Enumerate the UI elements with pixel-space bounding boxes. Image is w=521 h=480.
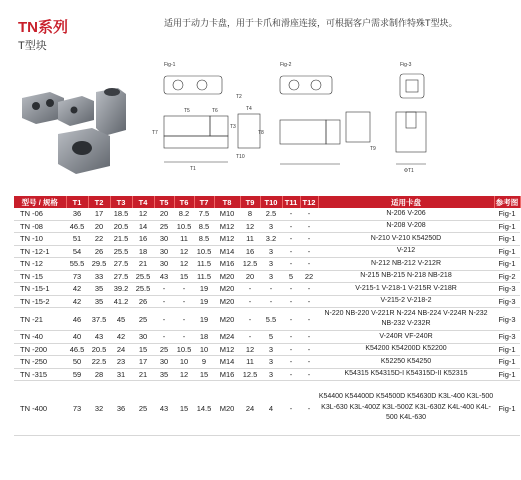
table-cell: - [154,308,174,331]
table-cell: M16 [214,368,240,381]
table-cell: 3 [260,343,282,356]
table-cell: 12.5 [240,258,260,271]
table-cell: - [282,331,300,344]
table-cell: - [240,283,260,296]
table-cell-figure: Fig-1 [494,368,520,381]
table-cell-model: TN -15 [14,270,66,283]
table-cell: 42 [110,331,132,344]
table-cell: 11 [174,233,194,246]
table-cell: 26 [132,295,154,308]
table-cell-model: TN -40 [14,331,66,344]
table-cell: 10 [174,356,194,369]
table-row [14,220,520,233]
table-cell: 22 [300,270,318,283]
table-cell: 17 [88,208,110,220]
table-cell: 10.5 [174,220,194,233]
table-cell: 25 [132,308,154,331]
table-cell: 43 [154,381,174,436]
table-cell-model: TN -400 [14,381,66,436]
table-cell: 21 [132,258,154,271]
table-cell: - [282,356,300,369]
table-cell: 11.5 [194,270,214,283]
table-cell: 35 [88,283,110,296]
table-cell: M16 [214,258,240,271]
table-cell: - [174,331,194,344]
table-cell: 73 [66,381,88,436]
table-cell: - [240,295,260,308]
table-cell: - [240,331,260,344]
table-cell: - [300,343,318,356]
table-cell: 27.5 [110,270,132,283]
table-cell: 22.5 [88,356,110,369]
table-cell: 15 [174,270,194,283]
page-title: TN系列 [18,19,68,36]
table-cell: 27.5 [110,258,132,271]
table-cell: 21.5 [110,233,132,246]
table-cell: 3 [260,356,282,369]
table-cell: 5.5 [260,308,282,331]
dim-label-t10: T10 [236,154,245,160]
table-cell: 10 [194,343,214,356]
table-cell-figure: Fig-3 [494,283,520,296]
table-cell: 3 [260,270,282,283]
table-cell: - [300,381,318,436]
table-cell: M10 [214,208,240,220]
table-cell: 12.5 [240,368,260,381]
table-cell-chuck: V-240R VF-240R [318,331,494,344]
table-row [14,258,520,271]
table-cell: 26 [88,245,110,258]
table-cell: 46.5 [66,220,88,233]
page-subtitle: T型块 [18,40,47,52]
table-cell: 25 [154,220,174,233]
table-cell-model: TN -21 [14,308,66,331]
table-cell: 39.2 [110,283,132,296]
table-cell: - [300,308,318,331]
header-t3: T3 [110,196,132,208]
table-cell-model: TN -200 [14,343,66,356]
table-cell: 51 [66,233,88,246]
table-cell-model: TN -250 [14,356,66,369]
table-cell: M24 [214,331,240,344]
dim-label-t3: T3 [230,124,236,130]
table-cell: - [282,258,300,271]
table-cell: - [154,295,174,308]
table-cell: - [300,368,318,381]
table-cell: 22 [88,233,110,246]
table-cell: 18.5 [110,208,132,220]
dim-label-t5: T5 [184,108,190,114]
table-cell: 46.5 [66,343,88,356]
table-cell: 37.5 [88,308,110,331]
table-cell: 59 [66,368,88,381]
table-cell: M20 [214,295,240,308]
table-cell: 43 [88,331,110,344]
table-cell: 4 [260,381,282,436]
table-cell: 3 [260,220,282,233]
table-row [14,233,520,246]
table-cell: 7.5 [194,208,214,220]
table-cell: 30 [154,258,174,271]
table-cell-model: TN -06 [14,208,66,220]
table-row [14,283,520,296]
table-cell: - [300,208,318,220]
table-cell: 54 [66,245,88,258]
table-cell: 32 [88,381,110,436]
table-cell: 3 [260,258,282,271]
table-cell: 11 [240,233,260,246]
table-cell: 20.5 [110,220,132,233]
table-cell: - [282,368,300,381]
table-cell-chuck: N-220 NB-220 V-221R N-224 NB-224 V-224R N-232 NB-232 V-232R [318,308,494,331]
table-cell-figure: Fig-1 [494,208,520,220]
table-cell: 25.5 [132,283,154,296]
table-cell: 25 [154,343,174,356]
table-cell: 15 [174,381,194,436]
table-cell: 30 [132,331,154,344]
table-cell: - [300,233,318,246]
table-cell: 24 [110,343,132,356]
table-cell: 5 [282,270,300,283]
table-cell: 21 [132,368,154,381]
header-t10: T10 [260,196,282,208]
table-cell: 30 [154,356,174,369]
table-cell: 36 [110,381,132,436]
table-cell-figure: Fig-1 [494,258,520,271]
table-cell-model: TN -15-1 [14,283,66,296]
table-cell: 3 [260,245,282,258]
table-cell: 14.5 [194,381,214,436]
fig-2-label: Fig-2 [280,62,292,68]
table-cell: 17 [132,356,154,369]
table-cell: - [174,295,194,308]
table-cell-chuck: V-215-1 V-218-1 V-215R V-218R [318,283,494,296]
table-cell: - [300,283,318,296]
header-t7: T7 [194,196,214,208]
table-cell: 12 [174,245,194,258]
description: 适用于动力卡盘，用于卡爪和滑座连接，可根据客户需求制作特殊T型块。 [164,18,458,28]
header-figure: 参考图 [495,197,519,207]
table-cell-chuck: V-215-2 V-218-2 [318,295,494,308]
table-cell: 73 [66,270,88,283]
table-cell: 23 [110,356,132,369]
table-cell-figure: Fig-1 [494,381,520,436]
table-cell: 11.5 [194,258,214,271]
table-row [14,343,520,356]
table-cell: M20 [214,308,240,331]
table-cell: - [300,331,318,344]
table-cell: 50 [66,356,88,369]
spec-table [14,196,521,436]
table-cell-chuck: N-208 V-208 [318,220,494,233]
header-t6: T6 [174,196,194,208]
table-cell: 2.5 [260,208,282,220]
table-cell: - [300,220,318,233]
table-cell: 20.5 [88,343,110,356]
header-chuck: 适用卡盘 [318,196,494,208]
table-cell-chuck: N-215 NB-215 N-218 NB-218 [318,270,494,283]
header-t11: T11 [282,196,300,208]
table-cell: 8.2 [174,208,194,220]
table-cell-model: TN -12 [14,258,66,271]
table-cell: - [300,356,318,369]
table-cell-figure: Fig-3 [494,308,520,331]
table-cell: - [282,343,300,356]
dim-label-t1: T1 [190,166,196,172]
table-cell: 10.5 [174,343,194,356]
table-cell: - [282,245,300,258]
table-cell: 9 [194,356,214,369]
table-cell: 42 [66,295,88,308]
header-model: 型号 / 规格 [14,196,66,208]
dim-label-t8: T8 [258,130,264,136]
table-cell: 15 [132,343,154,356]
table-cell: 12 [174,258,194,271]
table-cell: 55.5 [66,258,88,271]
table-cell: M12 [214,220,240,233]
table-cell: 30 [154,233,174,246]
table-cell: 20 [240,270,260,283]
table-cell: 16 [240,245,260,258]
table-cell: 18 [194,331,214,344]
table-cell: 31 [110,368,132,381]
dim-label-t9: T9 [370,146,376,152]
table-cell: 20 [154,208,174,220]
table-cell: 19 [194,295,214,308]
dim-label-t7: T7 [152,130,158,136]
table-cell: 12 [174,368,194,381]
header-t12: T12 [300,196,318,208]
table-cell: - [260,295,282,308]
table-cell: - [282,208,300,220]
table-cell: - [154,283,174,296]
table-cell: 20 [88,220,110,233]
table-cell: 12 [240,220,260,233]
table-cell: 25.5 [110,245,132,258]
table-cell: - [282,283,300,296]
table-cell: 41.2 [110,295,132,308]
table-cell: 5 [260,331,282,344]
table-cell: 10.5 [194,245,214,258]
table-cell: - [300,295,318,308]
table-cell-model: TN -08 [14,220,66,233]
table-cell-figure: Fig-1 [494,233,520,246]
table-cell: 3 [260,368,282,381]
table-cell-chuck: K54400 K54400D K54500D K54630D K3L-400 K3L-500 K3L-630 K3L-400Z K3L-500Z K3L-630Z K4L-400 K4L-500 K4L-630 [318,381,494,436]
table-cell-figure: Fig-1 [494,220,520,233]
table-row [14,295,520,308]
table-cell-model: TN -10 [14,233,66,246]
table-cell-chuck: N-206 V-206 [318,208,494,220]
table-cell: 19 [194,283,214,296]
table-row [14,308,520,331]
table-row [14,270,520,283]
table-row [14,245,520,258]
table-cell: - [300,245,318,258]
table-row [14,331,520,344]
dim-label-phi-t1: ΦT1 [404,168,414,174]
table-cell-figure: Fig-1 [494,356,520,369]
table-cell: 12 [132,208,154,220]
table-cell: M20 [214,381,240,436]
table-cell: 8.5 [194,220,214,233]
table-row [14,381,520,436]
table-cell: M20 [214,270,240,283]
table-cell: M14 [214,356,240,369]
dim-label-t6: T6 [212,108,218,114]
table-cell: 12 [240,343,260,356]
table-cell: 8 [240,208,260,220]
table-header-row [14,196,520,208]
table-cell: 18 [132,245,154,258]
table-cell-chuck: V-212 [318,245,494,258]
table-cell: - [282,381,300,436]
dim-label-t4: T4 [246,106,252,112]
table-row [14,368,520,381]
table-cell: - [282,295,300,308]
table-cell-model: TN -15-2 [14,295,66,308]
table-cell: - [300,258,318,271]
fig-1-label: Fig-1 [164,62,176,68]
table-cell: - [174,283,194,296]
table-cell: 42 [66,283,88,296]
table-cell: - [282,308,300,331]
table-cell: 14 [132,220,154,233]
product-photo [14,84,144,179]
table-cell: 36 [66,208,88,220]
table-cell: 3.2 [260,233,282,246]
header-t2: T2 [88,196,110,208]
table-cell-chuck: N-212 NB-212 V-212R [318,258,494,271]
table-cell-model: TN -12-1 [14,245,66,258]
table-cell: 35 [154,368,174,381]
table-cell-figure: Fig-1 [494,245,520,258]
fig-3-label: Fig-3 [400,62,412,68]
dim-label-t2: T2 [236,94,242,100]
table-cell: 43 [154,270,174,283]
table-cell: 24 [240,381,260,436]
header-t8: T8 [214,196,240,208]
table-cell-figure: Fig-3 [494,331,520,344]
table-cell: 29.5 [88,258,110,271]
table-cell: 19 [194,308,214,331]
table-cell-figure: Fig-1 [494,343,520,356]
table-cell: - [260,283,282,296]
table-cell-chuck: N-210 V-210 K54250D [318,233,494,246]
table-cell: 16 [132,233,154,246]
table-cell: 8.5 [194,233,214,246]
table-cell-figure: Fig-2 [494,270,520,283]
table-row [14,356,520,369]
table-cell: - [174,308,194,331]
table-cell: 11 [240,356,260,369]
table-cell: - [282,220,300,233]
table-cell-chuck: K54315 K54315D-I K54315D-II K52315 [318,368,494,381]
table-cell: 28 [88,368,110,381]
table-cell-chuck: K54200 K54200D K52200 [318,343,494,356]
header-t9: T9 [240,196,260,208]
table-cell: 25.5 [132,270,154,283]
table-cell: - [154,331,174,344]
table-row [14,208,520,220]
table-cell: M14 [214,245,240,258]
table-cell-figure: Fig-3 [494,295,520,308]
table-cell: 33 [88,270,110,283]
table-cell: M12 [214,233,240,246]
table-cell-model: TN -315 [14,368,66,381]
table-cell: 25 [132,381,154,436]
table-cell: - [240,308,260,331]
table-cell: - [282,233,300,246]
table-cell: 35 [88,295,110,308]
table-cell: 45 [110,308,132,331]
header-t5: T5 [154,196,174,208]
table-cell: 15 [194,368,214,381]
table-cell-chuck: K52250 K54250 [318,356,494,369]
table-cell: 40 [66,331,88,344]
table-cell: 30 [154,245,174,258]
table-cell: M20 [214,283,240,296]
table-cell: M12 [214,343,240,356]
table-cell: 46 [66,308,88,331]
header-t1: T1 [66,196,88,208]
technical-drawings [150,54,505,179]
header-t4: T4 [132,196,154,208]
